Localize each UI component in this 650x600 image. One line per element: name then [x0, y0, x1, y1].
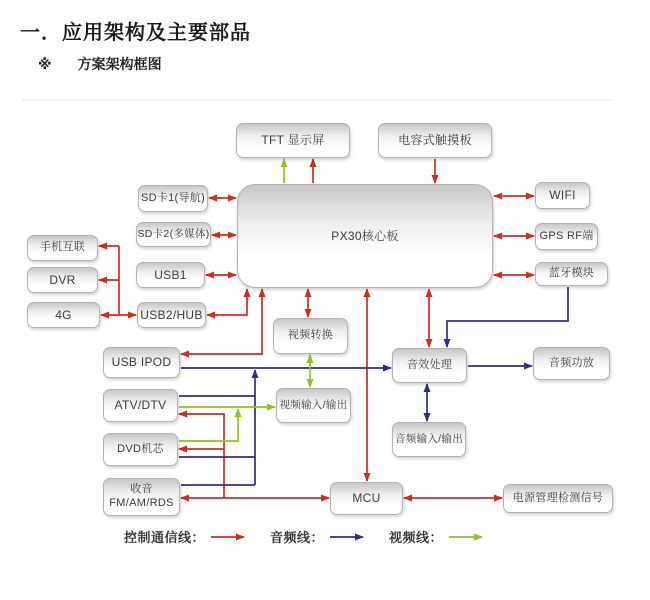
- node-amp: [533, 347, 610, 380]
- node-label: FM/AM/RDS: [109, 497, 174, 509]
- node-label: GPS RF端: [539, 229, 594, 242]
- node-label: 电源管理检测信号: [512, 491, 604, 504]
- control-line-sample-icon: [210, 532, 246, 542]
- subtitle-text: 方案架构框图: [77, 56, 162, 72]
- node-label: 音效处理: [406, 358, 453, 371]
- video-line: [179, 409, 238, 441]
- node-label: 音频输入/输出: [394, 432, 464, 445]
- node-label: 电容式触摸板: [398, 133, 472, 147]
- legend-label: 控制通信线：: [124, 530, 206, 545]
- subtitle-bullet-icon: ※: [38, 56, 52, 72]
- legend-item-control: [124, 527, 246, 546]
- node-radio: [103, 478, 180, 516]
- node-g4: [27, 302, 100, 328]
- node-label: DVR: [49, 272, 76, 287]
- node-label: 蓝牙模块: [548, 267, 595, 280]
- node-label: USB1: [154, 267, 187, 282]
- node-aio: [392, 422, 466, 457]
- node-label: DVD机芯: [117, 442, 164, 455]
- node-dvr: [27, 267, 98, 293]
- node-atv: [103, 389, 178, 422]
- control-line: [207, 289, 247, 315]
- control-line: [179, 414, 224, 498]
- legend-item-video: [389, 527, 484, 546]
- node-usb1: [136, 262, 205, 288]
- node-sd2: [136, 222, 211, 247]
- node-label: TFT 显示屏: [261, 133, 325, 147]
- node-label: MCU: [352, 491, 381, 505]
- node-label: ATV/DTV: [114, 398, 167, 412]
- node-label: SD卡1(导航): [140, 191, 206, 204]
- node-label: 视频输入/输出: [279, 398, 348, 411]
- node-sfx: [392, 348, 467, 383]
- node-sd1: [138, 185, 208, 212]
- node-label: SD卡2(多媒体): [137, 227, 210, 240]
- node-label: 视频转换: [287, 329, 334, 342]
- video-line-sample-icon: [448, 532, 484, 542]
- node-px30: [237, 184, 493, 288]
- node-touch: [378, 123, 492, 158]
- node-label: 收音: [130, 483, 153, 496]
- node-tft: [236, 123, 350, 158]
- legend-item-audio: [270, 527, 365, 546]
- node-label: WIFI: [549, 188, 576, 202]
- node-gps: [535, 223, 598, 250]
- audio-line: [447, 287, 568, 347]
- page-title: 一．应用架构及主要部品: [20, 22, 251, 44]
- audio-line-sample-icon: [329, 532, 365, 542]
- node-pwr: [503, 484, 613, 513]
- node-label: USB2/HUB: [140, 307, 203, 322]
- node-vconv: [273, 318, 348, 354]
- node-bt: [535, 262, 608, 286]
- node-wifi: [535, 182, 590, 209]
- node-dvd: [103, 433, 178, 466]
- legend-label: 音频线：: [270, 530, 325, 545]
- line-type-legend: [124, 527, 484, 546]
- node-label: 手机互联: [39, 241, 86, 254]
- node-vio: [276, 388, 351, 423]
- node-label: 4G: [55, 307, 72, 322]
- node-mcu: [330, 482, 403, 515]
- node-label: USB IPOD: [111, 355, 172, 369]
- node-phone: [27, 235, 98, 261]
- node-usb2: [137, 302, 206, 328]
- legend-label: 视频线：: [389, 530, 444, 545]
- node-ipod: [103, 347, 180, 378]
- node-label: PX30核心板: [331, 228, 399, 243]
- node-label: 音频功放: [548, 356, 595, 369]
